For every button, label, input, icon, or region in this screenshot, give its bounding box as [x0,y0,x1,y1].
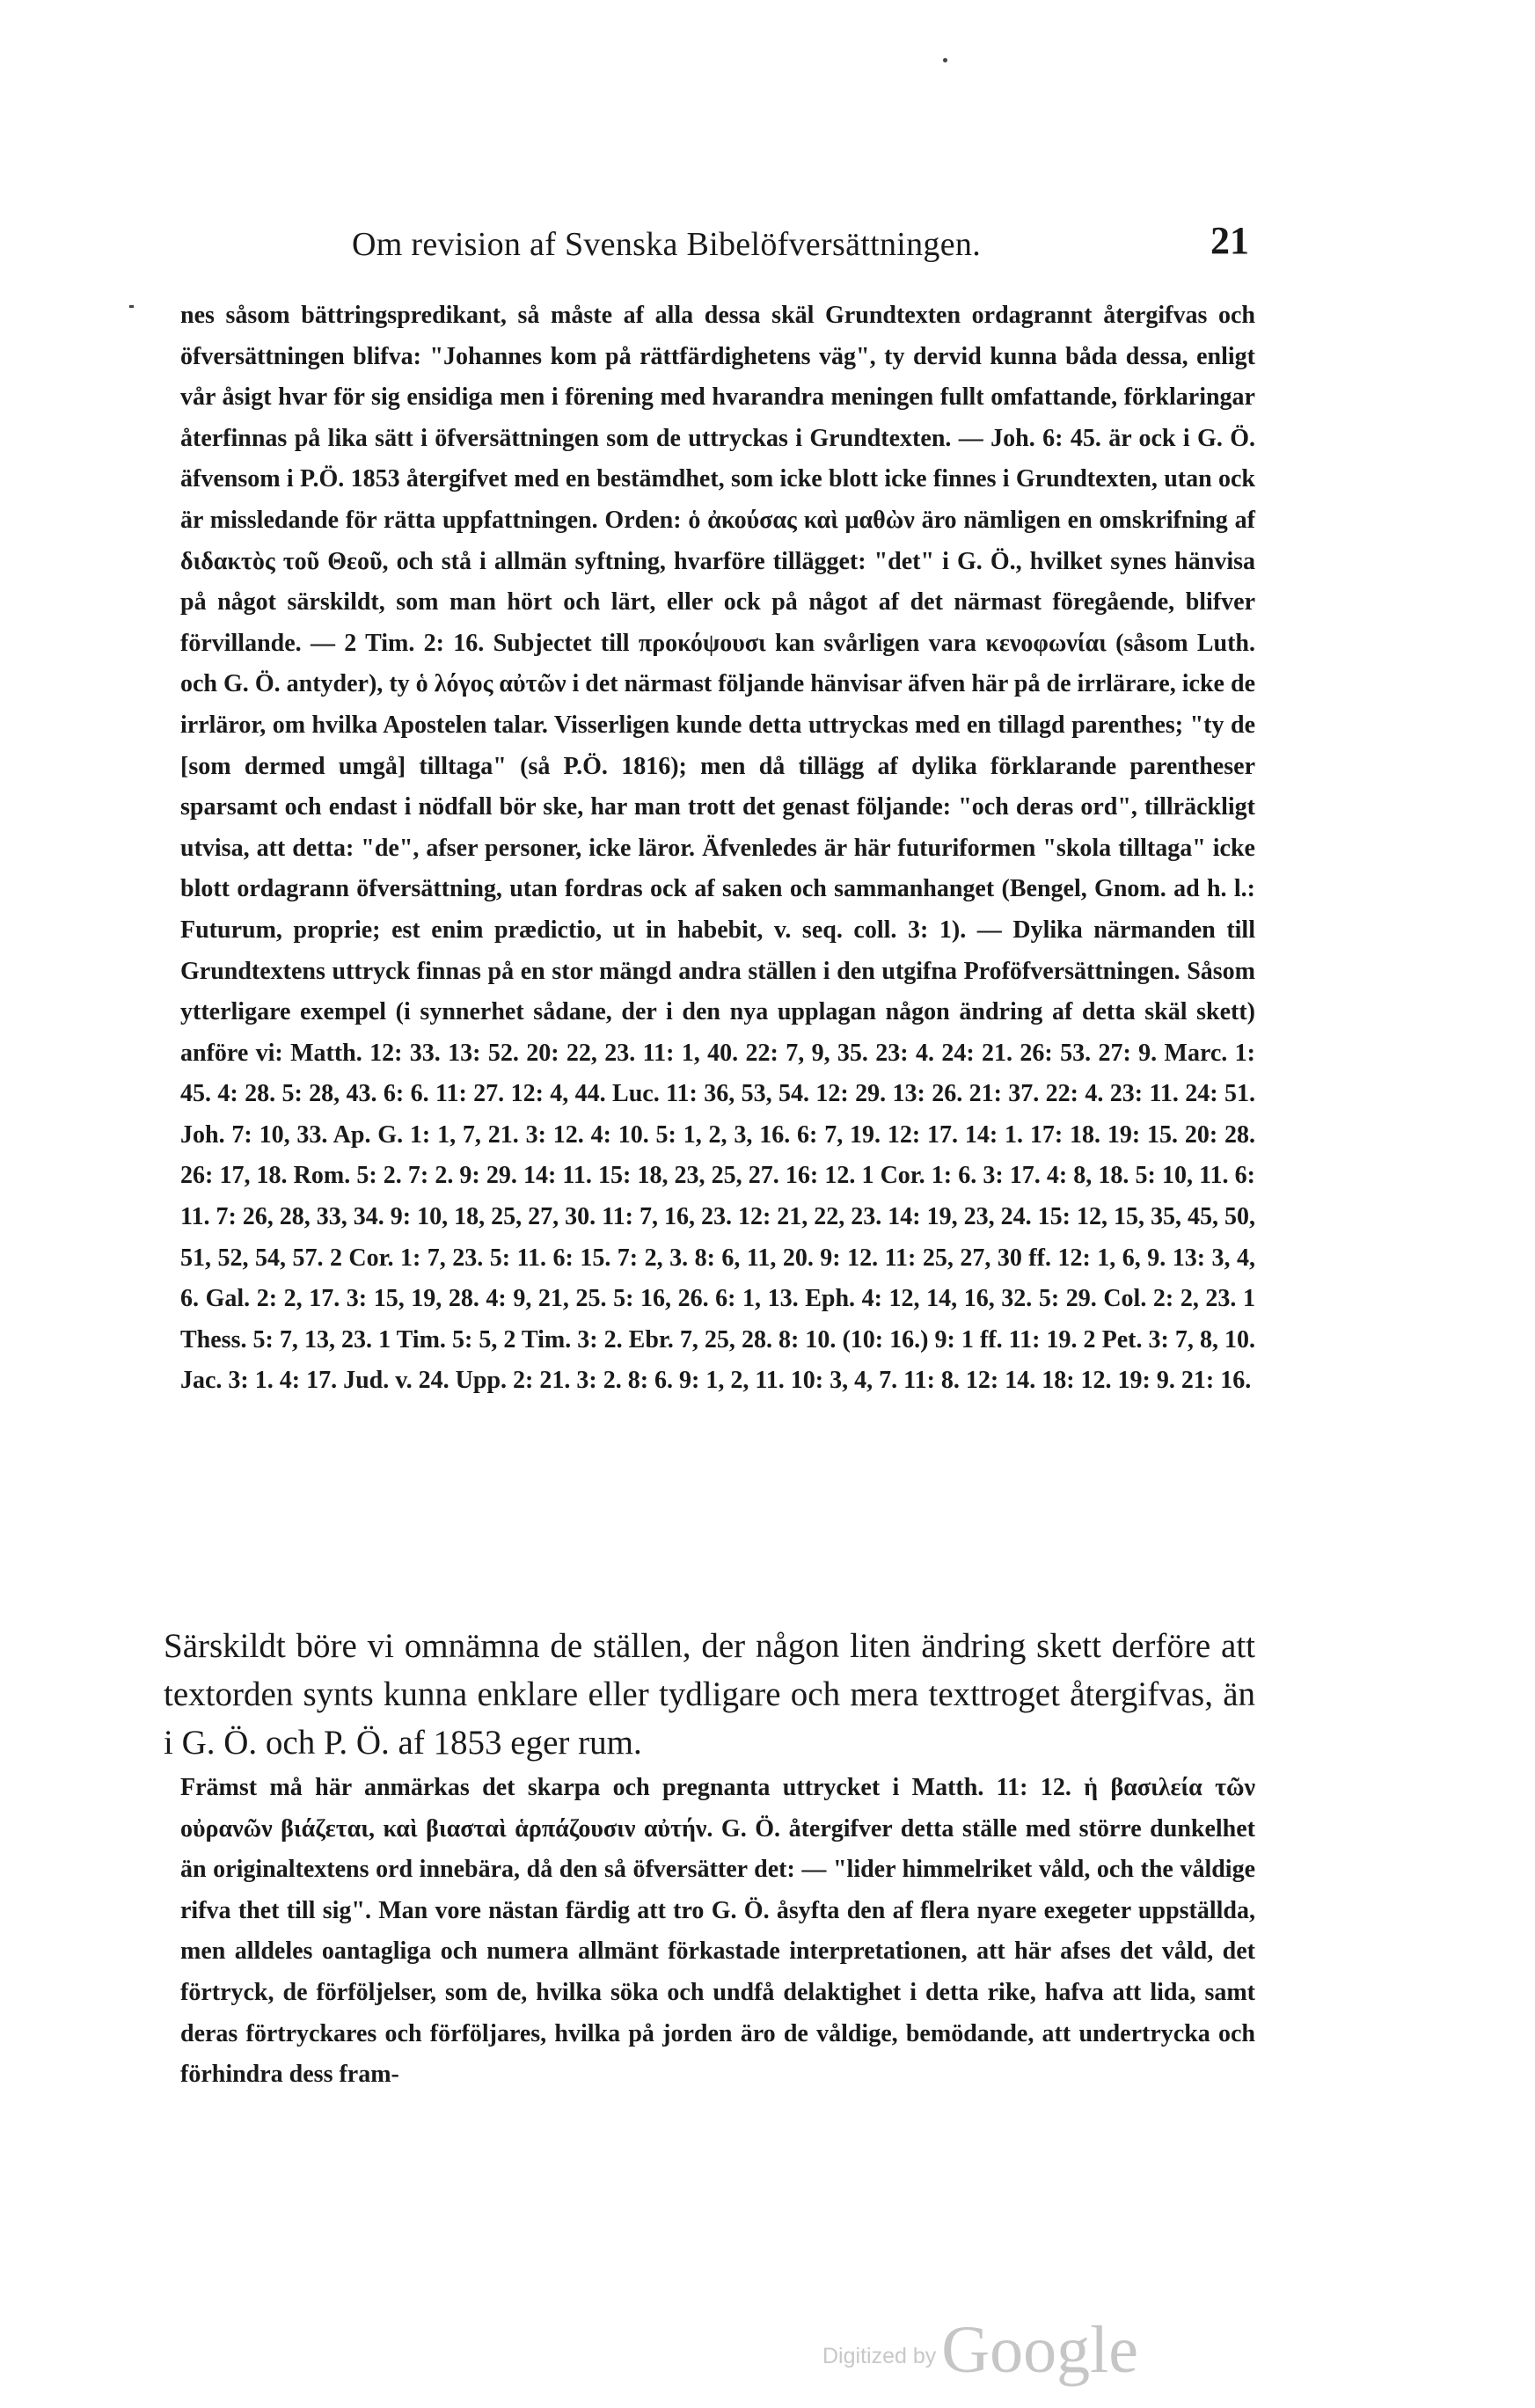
margin-mark [129,305,134,308]
page-number: 21 [1210,219,1249,262]
page-speck [943,58,947,62]
running-title: Om revision af Svenska Bibelöfversättningen. [352,226,981,263]
digitized-by-label: Digitized by [822,2344,937,2368]
body-paragraph-2: Särskildt böre vi omnämna de ställen, der någon liten ändring skett derföre att textorden synts kunna enklare eller tydligare och mera texttroget återgifvas, än i G. Ö. och P. Ö. af 1853 eger rum. [164,1627,1255,1762]
body-paragraph-3: Främst må här anmärkas det skarpa och pregnanta uttrycket i Matth. 11: 12. ἡ βασιλεία τῶν οὐρανῶν βιάζεται, καὶ βιασταὶ ἁρπάζουσιν αὐτήν. G. Ö. återgifver detta ställe med större dunkelhet än originaltextens ord innebära, då den så öfversätter det: — "lider himmelriket våld, och the våldige rifva thet till sig". Man vore nästan färdig att tro G. Ö. åsyfta den af flera nyare exegeter uppställda, men alldeles oantagliga och numera allmänt förkastade interpretationen, att här afses det våld, det förtryck, de förföljelser, som de, hvilka söka och undfå delaktighet i detta rike, hafva att lida, samt deras förtryckares och förföljares, hvilka på jorden äro de våldige, bemödande, att undertrycka och förhindra dess fram- [180,1774,1255,2089]
body-paragraph-1: nes såsom bättringspredikant, så måste af alla dessa skäl Grundtexten ordagrannt återgifvas och öfversättningen blifva: "Johannes kom på rättfärdighetens väg", ty dervid kunna båda dessa, enligt vår åsigt hvar för sig ensidiga men i förening med hvarandra meningen fullt omfattande, förklaringar återfinnas på lika sätt i öfversättningen som de uttryckas i Grundtexten. — Joh. 6: 45. är ock i G. Ö. äfvensom i P.Ö. 1853 återgifvet med en bestämdhet, som icke blott icke finnes i Grundtexten, utan ock är missledande för rätta uppfattningen. Orden: ὁ ἀκούσας καὶ μαθὼν äro nämligen en omskrifning af διδακτὸς τοῦ Θεοῦ, och stå i allmän syftning, hvarföre tillägget: "det" i G. Ö., hvilket synes hänvisa på något särskildt, som man hört och lärt, eller ock på något af det närmast föregående, blifver förvillande. — 2 Tim. 2: 16. Subjectet till προκόψουσι kan svårligen vara κενοφωνίαι (såsom Luth. och G. Ö. antyder), ty ὁ λόγος αὐτῶν i det närmast följande hänvisar äfven här på de irrlärare, icke de irrläror, om hvilka Apostelen talar. Visserligen kunde detta uttryckas med en tillagd parenthes; "ty de [som dermed umgå] tilltaga" (så P.Ö. 1816); men då tillägg af dylika förklarande parentheser sparsamt och endast i nödfall bör ske, har man trott det genast följande: "och deras ord", tillräckligt utvisa, att detta: "de", afser personer, icke läror. Äfvenledes är här futuriformen "skola tilltaga" icke blott ordagrann öfversättning, utan fordras ock af saken och sammanhanget (Bengel, Gnom. ad h. l.: Futurum, proprie; est enim prædictio, ut in habebit, v. seq. coll. 3: 1). — Dylika närmanden till Grundtextens uttryck finnas på en stor mängd andra ställen i den utgifna Proföfversättningen. Såsom ytterligare exempel (i synnerhet sådane, der i den nya upplagan någon ändring af detta skäl skett) anföre vi: Matth. 12: 33. 13: 52. 20: 22, 23. 11: 1, 40. 22: 7, 9, 35. 23: 4. 24: 21. 26: 53. 27: 9. Marc. 1: 45. 4: 28. 5: 28, 43. 6: 6. 11: 27. 12: 4, 44. Luc. 11: 36, 53, 54. 12: 29. 13: 26. 21: 37. 22: 4. 23: 11. 24: 51. Joh. 7: 10, 33. Ap. G. 1: 1, 7, 21. 3: 12. 4: 10. 5: 1, 2, 3, 16. 6: 7, 19. 12: 17. 14: 1. 17: 18. 19: 15. 20: 28. 26: 17, 18. Rom. 5: 2. 7: 2. 9: 29. 14: 11. 15: 18, 23, 25, 27. 16: 12. 1 Cor. 1: 6. 3: 17. 4: 8, 18. 5: 10, 11. 6: 11. 7: 26, 28, 33, 34. 9: 10, 18, 25, 27, 30. 11: 7, 16, 23. 12: 21, 22, 23. 14: 19, 23, 24. 15: 12, 15, 35, 45, 50, 51, 52, 54, 57. 2 Cor. 1: 7, 23. 5: 11. 6: 15. 7: 2, 3. 8: 6, 11, 20. 9: 12. 11: 25, 27, 30 ff. 12: 1, 6, 9. 13: 3, 4, 6. Gal. 2: 2, 17. 3: 15, 19, 28. 4: 9, 21, 25. 5: 16, 26. 6: 1, 13. Eph. 4: 12, 14, 16, 32. 5: 29. Col. 2: 2, 23. 1 Thess. 5: 7, 13, 23. 1 Tim. 5: 5, 2 Tim. 3: 2. Ebr. 7, 25, 28. 8: 10. (10: 16.) 9: 1 ff. 11: 19. 2 Pet. 3: 7, 8, 10. Jac. 3: 1. 4: 17. Jud. v. 24. Upp. 2: 21. 3: 2. 8: 6. 9: 1, 2, 11. 10: 3, 4, 7. 11: 8. 12: 14. 18: 12. 19: 9. 21: 16. [180,302,1255,1395]
page-header [176,218,1249,271]
digitized-watermark [822,2304,1138,2387]
google-logo: Google [941,2313,1138,2387]
